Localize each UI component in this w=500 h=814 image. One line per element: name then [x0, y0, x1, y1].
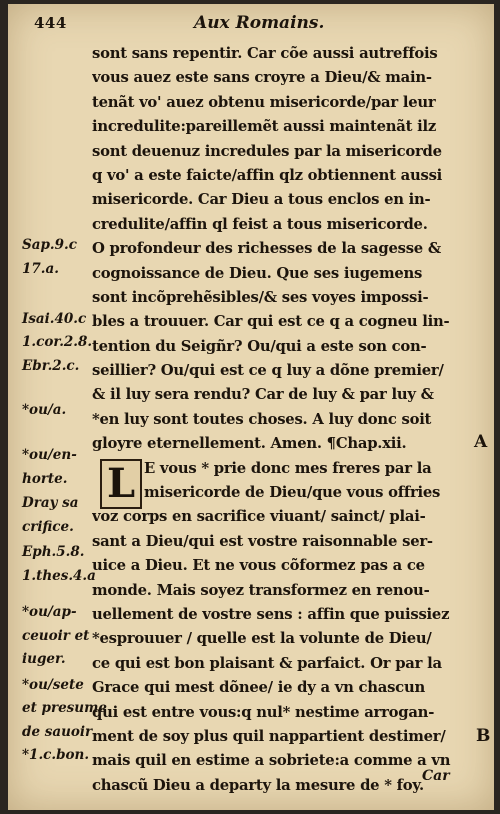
drop-cap-initial: L: [100, 459, 142, 509]
text-line: q vo' a este faicte/affin qlz obtiennent aussi: [92, 166, 443, 184]
text-line: misericorde. Car Dieu a tous enclos en in-: [92, 191, 431, 209]
text-line: E vous * prie donc mes freres par la: [144, 459, 432, 477]
text-line: uellement de vostre sens : affin que puissiez: [92, 605, 450, 623]
margin-note: *ou/ap-: [22, 604, 77, 620]
text-line: sont incõprehẽsibles/& ses voyes impossi-: [92, 288, 429, 306]
page-number: 444: [34, 14, 67, 32]
text-line: qui est entre vous:q nul* nestime arrogan-: [92, 703, 435, 721]
margin-note: horte.: [22, 471, 68, 487]
text-line: & il luy sera rendu? Car de luy & par luy &: [92, 386, 434, 404]
text-line: mais quil en estime a sobriete:a comme a vn: [92, 752, 451, 770]
margin-note: Sap.9.c: [22, 237, 77, 253]
text-line: ce qui est bon plaisant & parfaict. Or par la: [92, 654, 442, 672]
text-line: seillier? Ou/qui est ce q luy a dõne premier/: [92, 362, 444, 380]
text-line: uice a Dieu. Et ne vous cõformez pas a ce: [92, 557, 425, 575]
section-mark: A: [474, 432, 488, 452]
text-line: incredulite:pareillemẽt aussi maintenãt ilz: [92, 118, 437, 136]
text-line: vous auez este sans croyre a Dieu/& main-: [92, 69, 432, 87]
text-line: Grace qui mest dõnee/ ie dy a vn chascun: [92, 679, 425, 697]
text-line: monde. Mais soyez transformez en renou-: [92, 581, 430, 599]
margin-note: iuger.: [22, 651, 66, 667]
text-line: sont sans repentir. Car cõe aussi autreffois: [92, 45, 438, 62]
margin-note: Eph.5.8.: [22, 544, 85, 560]
text-line: gloyre eternellement. Amen. ¶Chap.xii.: [92, 435, 407, 453]
text-line: bles a trouuer. Car qui est ce q a cogneu lin-: [92, 313, 450, 331]
margin-note: et presume: [22, 700, 107, 716]
margin-note: crifice.: [22, 519, 74, 535]
text-line: *en luy sont toutes choses. A luy donc soit: [92, 410, 432, 428]
running-title: Aux Romains.: [194, 13, 325, 33]
margin-note: Dray sa: [22, 495, 79, 511]
text-line: O profondeur des richesses de la sagesse &: [92, 240, 441, 258]
text-line: sant a Dieu/qui est vostre raisonnable ser-: [92, 532, 433, 550]
margin-note: Ebr.2.c.: [22, 358, 80, 374]
text-line: cognoissance de Dieu. Que ses iugemens: [92, 264, 423, 282]
text-line: *esprouuer / quelle est la volunte de Dieu/: [92, 630, 432, 648]
book-page: [8, 4, 494, 810]
catchword: Car: [422, 768, 450, 784]
section-mark: B: [476, 726, 491, 746]
margin-note: *1.c.bon.: [22, 747, 90, 763]
margin-note: 17.a.: [22, 261, 59, 277]
text-line: chascũ Dieu a departy la mesure de * foy.: [92, 776, 424, 794]
margin-note: de sauoir: [22, 724, 93, 740]
text-line: credulite/affin ql feist a tous misericorde.: [92, 215, 428, 233]
text-line: misericorde de Dieu/que vous offries: [144, 484, 441, 502]
text-line: tention du Seigñr? Ou/qui a este son con-: [92, 337, 427, 355]
margin-note: *ou/en-: [22, 447, 77, 463]
body-text: [92, 42, 470, 798]
text-line: tenãt vo' auez obtenu misericorde/par leur: [92, 93, 436, 111]
margin-note: ceuoir et: [22, 628, 90, 644]
page-header: [8, 4, 494, 38]
margin-note: Isai.40.c: [22, 311, 87, 327]
margin-note: *ou/a.: [22, 402, 67, 418]
text-line: sont deuenuz incredules par la misericorde: [92, 142, 442, 160]
margin-note: 1.cor.2.8.: [22, 334, 93, 350]
text-line: voz corps en sacrifice viuant/ sainct/ plai-: [92, 508, 426, 526]
margin-note: 1.thes.4.a: [22, 568, 96, 584]
margin-note: *ou/sete: [22, 677, 84, 693]
text-line: ment de soy plus quil nappartient destimer/: [92, 727, 446, 745]
